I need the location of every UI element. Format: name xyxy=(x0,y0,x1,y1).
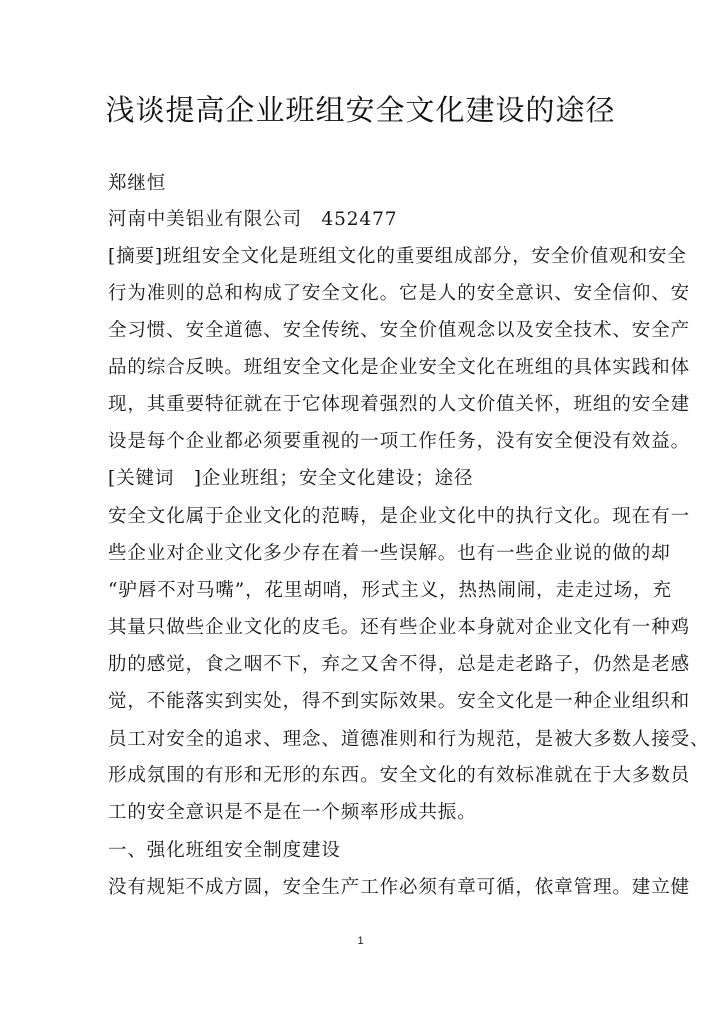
abstract-line: 现，其重要特征就在于它体现着强烈的人文价值关怀，班组的安全建 xyxy=(108,394,691,415)
body-line: 安全文化属于企业文化的范畴，是企业文化中的执行文化。现在有一 xyxy=(108,506,691,527)
body-line: 形成氛围的有形和无形的东西。安全文化的有效标准就在于大多数员 xyxy=(108,765,691,786)
abstract-line: 全习惯、安全道德、安全传统、安全价值观念以及安全技术、安全产 xyxy=(108,320,691,341)
body-line: 员工对安全的追求、理念、道德准则和行为规范，是被大多数人接受、 xyxy=(108,729,710,750)
section-heading: 一、强化班组安全制度建设 xyxy=(108,840,341,861)
author-name: 郑继恒 xyxy=(108,173,167,194)
body-line: 没有规矩不成方圆，安全生产工作必须有章可循，依章管理。建立健 xyxy=(108,877,691,898)
body-line: 些企业对企业文化多少存在着一些误解。也有一些企业说的做的却 xyxy=(108,543,671,564)
keywords-line: [关键词 ]企业班组；安全文化建设；途径 xyxy=(108,468,474,489)
document-title: 浅谈提高企业班组安全文化建设的途径 xyxy=(105,93,616,127)
page-number: 1 xyxy=(357,935,364,947)
body-line: “驴唇不对马嘴”，花里胡哨，形式主义，热热闹闹，走走过场，充 xyxy=(108,580,672,601)
abstract-line: 设是每个企业都必须要重视的一项工作任务，没有安全便没有效益。 xyxy=(108,431,691,452)
body-line: 肋的感觉，食之咽不下，弃之又舍不得，总是走老路子，仍然是老感 xyxy=(108,654,691,675)
body-line: 觉，不能落实到实处，得不到实际效果。安全文化是一种企业组织和 xyxy=(108,691,691,712)
abstract-line: 品的综合反映。班组安全文化是企业安全文化在班组的具体实践和体 xyxy=(108,357,691,378)
body-line: 工的安全意识是不是在一个频率形成共振。 xyxy=(108,802,477,823)
abstract-line: [摘要]班组安全文化是班组文化的重要组成部分，安全价值观和安全 xyxy=(108,246,687,267)
body-line: 其量只做些企业文化的皮毛。还有些企业本身就对企业文化有一种鸡 xyxy=(108,617,691,638)
author-affiliation: 河南中美铝业有限公司 452477 xyxy=(108,209,398,230)
abstract-line: 行为准则的总和构成了安全文化。它是人的安全意识、安全信仰、安 xyxy=(108,283,691,304)
